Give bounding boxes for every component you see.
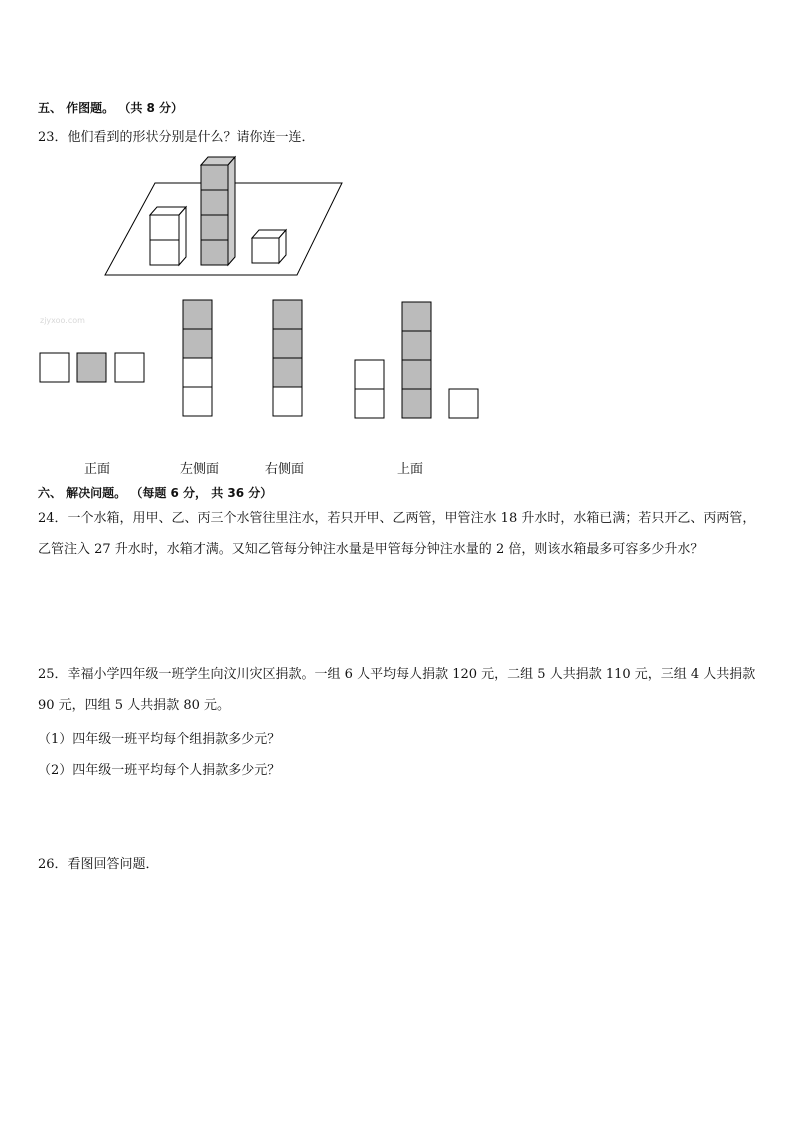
section-6-heading: 六、 解决问题。 （每题 6 分， 共 36 分） [38,486,273,500]
view-a-square-1 [40,353,69,382]
section-5-heading: 五、 作图题。 （共 8 分） [38,101,184,115]
view-option-row-of-three [40,353,144,382]
view-b-square-3 [183,358,212,387]
question-25-sub-2: （2）四年级一班平均每个人捐款多少元？ [38,763,281,778]
middle-stack-cube-4 [201,240,228,265]
middle-stack-cube-2 [201,190,228,215]
middle-stack-cube-1 [201,165,228,190]
middle-stack-side-face [228,157,235,265]
right-single-cube [252,230,286,263]
view-d-left-square-1 [355,360,384,389]
label-top-view: 上面 [397,462,424,477]
view-c-square-2 [273,329,302,358]
view-d-right-square [449,389,478,418]
left-stack-cube-lower [150,240,179,265]
question-24-text: 24．一个水箱，用甲、乙、丙三个水管往里注水，若只开甲、乙两管，甲管注水 18 升水时，水箱已满；若只开乙、丙两管，乙管注入 27 升水时，水箱才满。又知乙管每分钟注水量是甲管每分钟注水量的 2 倍，则该水箱最多可容多少升水？ [38,511,756,557]
question-26-text: 26．看图回答问题． [38,857,159,872]
view-b-square-4 [183,387,212,416]
question-23-text: 23．他们看到的形状分别是什么？请你连一连． [38,130,315,145]
view-d-mid-square-3 [402,360,431,389]
left-stack-cube-upper [150,215,179,240]
view-a-square-2 [77,353,106,382]
question-25-sub-1: （1）四年级一班平均每个组捐款多少元？ [38,732,281,747]
view-b-square-2 [183,329,212,358]
watermark-text: zjyxoo.com [40,316,85,325]
view-option-column-b [183,300,212,416]
label-left-side-view: 左侧面 [180,462,220,477]
label-front-view: 正面 [84,462,111,477]
view-option-column-c [273,300,302,416]
view-c-square-1 [273,300,302,329]
label-right-side-view: 右侧面 [265,462,305,477]
middle-stack-cube-3 [201,215,228,240]
right-cube-front-face [252,238,279,263]
view-d-left-square-2 [355,389,384,418]
view-option-group-d [355,302,478,418]
view-a-square-3 [115,353,144,382]
middle-stack-cubes [201,157,235,265]
left-stack-side-face [179,207,186,265]
view-d-mid-square-2 [402,331,431,360]
view-c-square-3 [273,358,302,387]
view-c-square-4 [273,387,302,416]
view-b-square-1 [183,300,212,329]
view-d-mid-square-1 [402,302,431,331]
view-d-mid-square-4 [402,389,431,418]
question-25-text: 25．幸福小学四年级一班学生向汶川灾区捐款。一组 6 人平均每人捐款 120 元，二组 5 人共捐款 110 元，三组 4 人共捐款 90 元，四组 5 人共捐款 80 元。 [38,667,756,713]
left-stack-cubes [150,207,186,265]
